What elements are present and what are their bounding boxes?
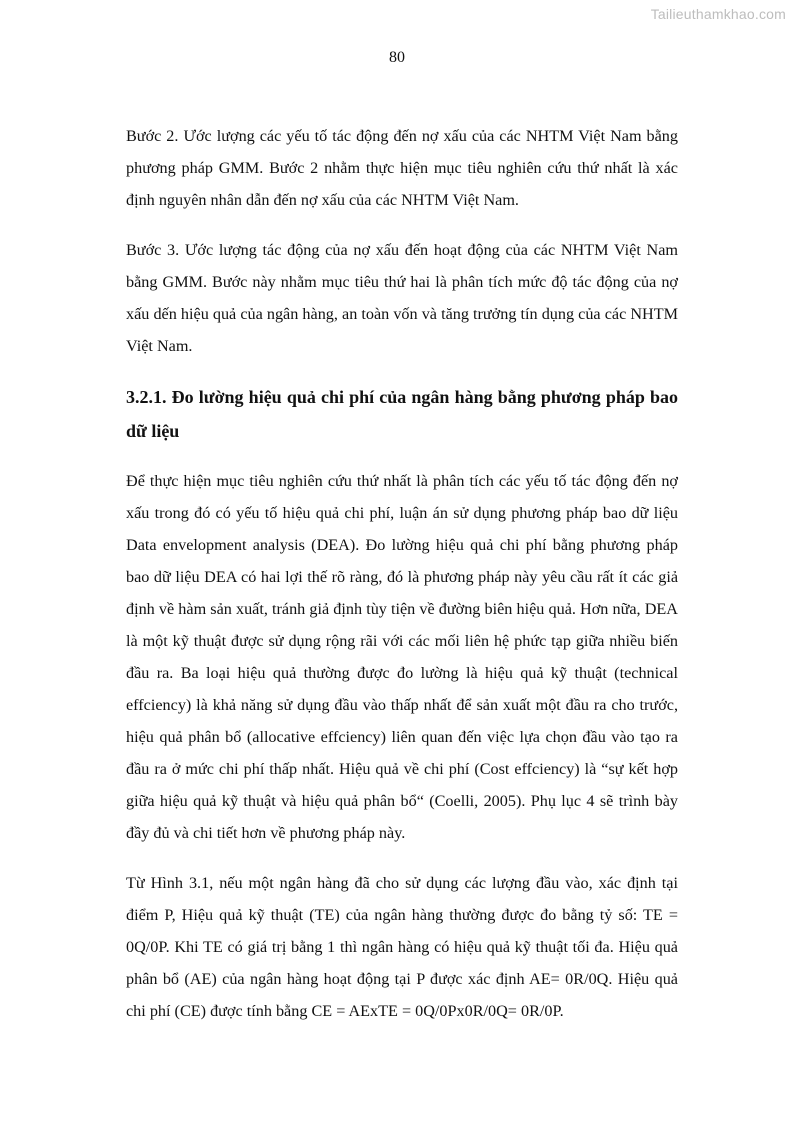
paragraph-dea-intro: Để thực hiện mục tiêu nghiên cứu thứ nhất là phân tích các yếu tố tác động đến nợ xấu trong đó có yếu tố hiệu quả chi phí, luận án sử dụng phương pháp bao dữ liệu Data envelopment analysis (DEA). Đo lường hiệu quả chi phí bằng phương pháp bao dữ liệu DEA có hai lợi thế rõ ràng, đó là phương pháp này yêu cầu rất ít các giả định về hàm sản xuất, tránh giả định tùy tiện về đường biên hiệu quả. Hơn nữa, DEA là một kỹ thuật được sử dụng rộng rãi với các mối liên hệ phức tạp giữa nhiều biến đầu ra. Ba loại hiệu quả thường được đo lường là hiệu quả kỹ thuật (technical effciency) là khả năng sử dụng đầu vào thấp nhất để sản xuất một đầu ra cho trước, hiệu quả phân bổ (allocative effciency) liên quan đến việc lựa chọn đầu vào tạo ra đầu ra ở mức chi phí thấp nhất. Hiệu quả về chi phí (Cost effciency) là “sự kết hợp giữa hiệu quả kỹ thuật và hiệu quả phân bổ“ (Coelli, 2005). Phụ lục 4 sẽ trình bày đầy đủ và chi tiết hơn về phương pháp này. [126, 472, 678, 842]
document-body [126, 120, 678, 1045]
page-number: 80 [389, 49, 405, 66]
watermark: Tailieuthamkhao.com [650, 6, 786, 22]
paragraph-step-2: Bước 2. Ước lượng các yếu tố tác động đến nợ xấu của các NHTM Việt Nam bằng phương pháp GMM. Bước 2 nhằm thực hiện mục tiêu nghiên cứu thứ nhất là xác định nguyên nhân dẫn đến nợ xấu của các NHTM Việt Nam. [126, 127, 678, 209]
section-heading: 3.2.1. Đo lường hiệu quả chi phí của ngân hàng bằng phương pháp bao dữ liệu [126, 387, 678, 441]
paragraph-efficiency-formula: Từ Hình 3.1, nếu một ngân hàng đã cho sử dụng các lượng đầu vào, xác định tại điểm P, Hiệu quả kỹ thuật (TE) của ngân hàng thường được đo bằng tỷ số: TE = 0Q/0P. Khi TE có giá trị bằng 1 thì ngân hàng có hiệu quả kỹ thuật tối đa. Hiệu quả phân bổ (AE) của ngân hàng hoạt động tại P được xác định AE= 0R/0Q. Hiệu quả chi phí (CE) được tính bằng CE = AExTE = 0Q/0Px0R/0Q= 0R/0P. [126, 874, 678, 1020]
paragraph-step-3: Bước 3. Ước lượng tác động của nợ xấu đến hoạt động của các NHTM Việt Nam bằng GMM. Bước này nhằm mục tiêu thứ hai là phân tích mức độ tác động của nợ xấu dến hiệu quả của ngân hàng, an toàn vốn và tăng trưởng tín dụng của các NHTM Việt Nam. [126, 241, 678, 355]
